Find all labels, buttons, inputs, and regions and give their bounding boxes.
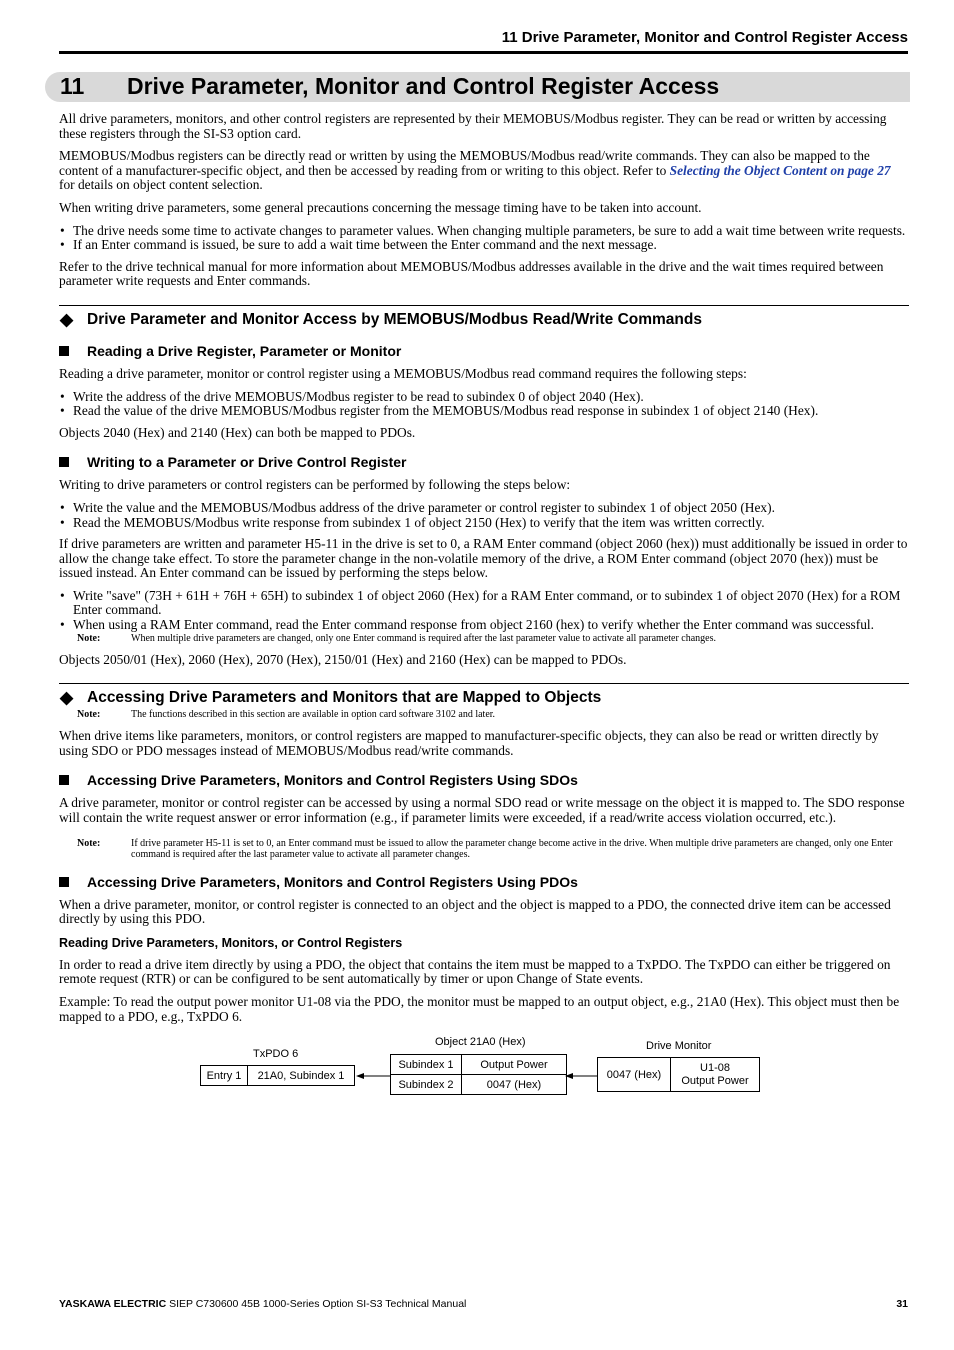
running-header: 11 Drive Parameter, Monitor and Control Register Access <box>501 29 908 46</box>
footer-document-title: SIEP C730600 45B 1000-Series Option SI-S3 Technical Manual <box>166 1298 467 1310</box>
note: Note: If drive parameter H5-11 is set to 0, an Enter command must be issued to allow the parameter change become active in the drive. When multiple drive parameters are changed, only one Enter command is required after the last parameter value to activate all parameter changes. <box>77 837 893 860</box>
chapter-number: 11 <box>60 73 85 99</box>
bullet-list <box>59 501 909 530</box>
monitor-name-line: Output Power <box>681 1074 749 1087</box>
object-subindex-cell: Subindex 1 <box>391 1055 462 1075</box>
intro-paragraph-1: All drive parameters, monitors, and other control registers are represented by their MEMOBUS/Modbus register. They can be read or written by accessing these registers through the SI-S3 option card. <box>59 111 887 141</box>
list-item: • Write the value and the MEMOBUS/Modbus address of the drive parameter or control register to subindex 1 of object 2050 (Hex). <box>60 499 775 515</box>
diamond-icon: ◆ <box>60 309 74 329</box>
list-item: • If an Enter command is issued, be sure to add a wait time between the Enter command and the next message. <box>60 237 657 253</box>
txpdo-entry-cell: Entry 1 <box>201 1066 248 1086</box>
diagram-arrows <box>59 1036 909 1126</box>
note-label: Note: <box>77 837 101 849</box>
paragraph: Writing to drive parameters or control registers can be performed by following the steps below: <box>59 477 571 493</box>
object-label: Object 21A0 (Hex) <box>435 1036 526 1049</box>
intro-p2-text-end: for details on object content selection. <box>59 177 263 193</box>
section-divider <box>59 305 909 306</box>
note-label: Note: <box>77 632 101 644</box>
square-bullet-icon <box>59 346 69 356</box>
intro-paragraph-4: Refer to the drive technical manual for more information about MEMOBUS/Modbus addresses available in the drive and the wait times required between parameter write requests and Enter commands. <box>59 258 884 289</box>
note-label: Note: <box>77 709 101 721</box>
bullet-list <box>59 390 909 419</box>
note: Note: The functions described in this section are available in option card software 3102 and later. <box>77 709 496 721</box>
monitor-label: Drive Monitor <box>646 1040 712 1053</box>
list-item: • The drive needs some time to activate changes to parameter values. When changing multiple parameters, be sure to add a wait time between write requests. <box>60 222 906 238</box>
subsection-heading: Accessing Drive Parameters, Monitors and Control Registers Using PDOs <box>59 874 909 891</box>
list-item: • Write "save" (73H + 61H + 76H + 65H) to subindex 1 of object 2060 (Hex) for a RAM Enter command, or to subindex 1 of object 2070 (Hex) for a ROM Enter command. <box>60 587 901 618</box>
list-item: • Write the address of the drive MEMOBUS/Modbus register to be read to subindex 0 of object 2040 (Hex). <box>60 388 644 404</box>
section-divider <box>59 683 909 684</box>
intro-paragraph-3: When writing drive parameters, some general precautions concerning the message timing have to be taken into account. <box>59 199 702 215</box>
object-value-cell: Output Power <box>462 1055 567 1075</box>
list-item: • Read the value of the drive MEMOBUS/Modbus register from the MEMOBUS/Modbus read response in subindex 1 of object 2140 (Hex). <box>60 403 819 419</box>
bullet-list <box>59 589 909 633</box>
object-subindex-cell: Subindex 2 <box>391 1075 462 1095</box>
square-bullet-icon <box>59 457 69 467</box>
paragraph: When a drive parameter, monitor, or control register is connected to an object and the object is mapped to a PDO, the connected drive item can be accessed directly by using this PDO. <box>59 896 891 927</box>
section-heading: ◆ Drive Parameter and Monitor Access by MEMOBUS/Modbus Read/Write Commands <box>60 309 702 329</box>
paragraph: When drive items like parameters, monitors, or control registers are mapped to manufacturer-specific objects, they can also be read or written directly by using SDO or PDO messages instead of MEMOBUS/Modbus read/write commands. <box>59 728 879 758</box>
diamond-icon: ◆ <box>60 688 74 708</box>
subsection-heading: Reading a Drive Register, Parameter or Monitor <box>59 343 909 360</box>
chapter-heading-bar <box>45 72 910 102</box>
square-bullet-icon <box>59 877 69 887</box>
paragraph: Objects 2050/01 (Hex), 2060 (Hex), 2070 (Hex), 2150/01 (Hex) and 2160 (Hex) can be mapped to PDOs. <box>59 651 627 667</box>
paragraph: A drive parameter, monitor or control register can be accessed by using a normal SDO read or write message on the object it is mapped to. The SDO response will contain the write request answer or error information (e.g., if parameter limits were exceeded, if a read/write access violation occurred, etc.). <box>59 795 905 826</box>
txpdo-label: TxPDO 6 <box>253 1048 299 1061</box>
paragraph: Reading a drive parameter, monitor or control register using a MEMOBUS/Modbus read command requires the following steps: <box>59 365 747 381</box>
intro-bullet-list <box>59 224 909 253</box>
paragraph: In order to read a drive item directly by using a PDO, the object that contains the item must be mapped to a TxPDO. The TxPDO can either be triggered on remote request (RTR) or can be configured to be sent automatically by timer or upon Change of State events. <box>59 956 891 987</box>
txpdo-value-cell: 21A0, Subindex 1 <box>248 1066 355 1086</box>
page-content <box>59 112 909 1126</box>
subsection-heading: Accessing Drive Parameters, Monitors and Control Registers Using SDOs <box>59 772 909 789</box>
page-footer <box>59 1298 908 1310</box>
cross-reference-link[interactable]: Selecting the Object Content on page 27 <box>669 162 891 178</box>
subsection-heading: Writing to a Parameter or Drive Control Register <box>59 454 909 471</box>
paragraph: Objects 2040 (Hex) and 2140 (Hex) can both be mapped to PDOs. <box>59 424 416 440</box>
arrow-head-icon <box>356 1073 364 1079</box>
minor-heading: Reading Drive Parameters, Monitors, or Control Registers <box>59 935 403 950</box>
paragraph: Example: To read the output power monitor U1-08 via the PDO, the monitor must be mapped to an output object, e.g., 21A0 (Hex). This object must then be mapped to a PDO, e.g., TxPDO 6. <box>59 994 900 1024</box>
note: Note: When multiple drive parameters are changed, only one Enter command is required after the last parameter value to activate all parameter changes. <box>77 632 717 644</box>
intro-p2-text: MEMOBUS/Modbus registers can be directly read or written by using the MEMOBUS/Modbus read/write commands. They can also be mapped to the content of a manufacturer-specific object, and then be accessed by reading from or writing to this object. Refer to <box>59 148 870 178</box>
arrow-head-icon <box>565 1073 573 1079</box>
header-rule <box>59 51 908 54</box>
list-item: • When using a RAM Enter command, read the Enter command response from object 2160 (hex) to verify whether the Enter command was successful. <box>60 617 874 633</box>
list-item: • Read the MEMOBUS/Modbus write response from subindex 1 of object 2150 (Hex) to verify that the item was written correctly. <box>60 514 765 530</box>
pdo-mapping-diagram <box>59 1036 909 1126</box>
intro-paragraph-2 <box>59 149 909 193</box>
paragraph: If drive parameters are written and parameter H5-11 in the drive is set to 0, a RAM Enter command (object 2060 (hex)) must additionally be issued in order to allow the change take effect. To store the parameter change in the non-volatile memory of the drive, a ROM Enter command (object 2070 (hex)) must be issued instead. An Enter command can be issued by performing the steps below. <box>59 536 908 581</box>
monitor-name-line: U1-08 <box>700 1061 730 1074</box>
square-bullet-icon <box>59 775 69 785</box>
monitor-address-cell: 0047 (Hex) <box>598 1058 671 1092</box>
section-heading: ◆ Accessing Drive Parameters and Monitors that are Mapped to Objects <box>60 688 602 708</box>
object-value-cell: 0047 (Hex) <box>462 1075 567 1095</box>
footer-brand: YASKAWA ELECTRIC <box>59 1298 167 1310</box>
chapter-title: Drive Parameter, Monitor and Control Register Access <box>127 73 720 99</box>
page-number: 31 <box>896 1298 908 1310</box>
